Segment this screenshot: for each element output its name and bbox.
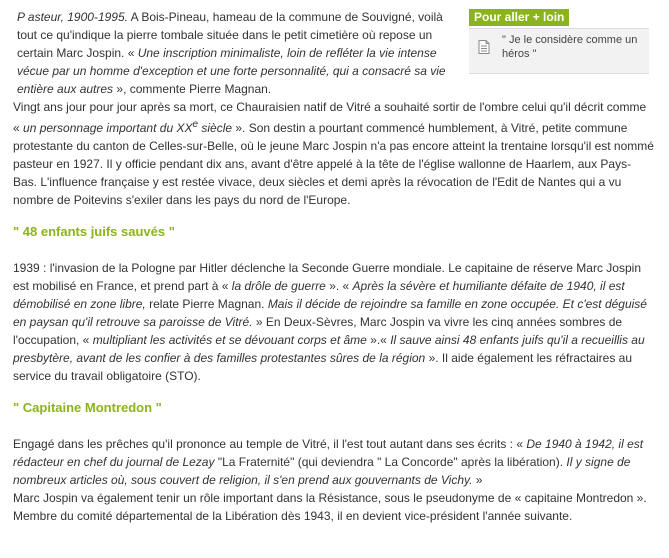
- writings-text-3: »: [472, 473, 483, 487]
- paragraph-background: [13, 98, 655, 209]
- bg-text-2: ». Son destin a pourtant commencé humblement, à Vitré, petite commune protestante du canton de Celles-sur-Belle, où le jeune Marc Jospin n'a pas encore atteint la trentaine lorsqu'il est nommé pasteur en 1927. Il y officie pendant dix ans, avant d'être appelé à la tête de l'église wallonne de Haarlem, aux Pays-Bas. L'influence française y est restée vivace, deux siècles et demi après la révocation de l'Edit de Nantes qui a vu nombre de Poitevins s'exiler dans les pays du nord de l'Europe.: [13, 121, 654, 207]
- subheading-48-enfants: " 48 enfants juifs sauvés ": [13, 224, 175, 239]
- writings-text-2: (qui deviendra " La Concorde" après la libération).: [294, 455, 567, 469]
- war-quote-5: Il sauve ainsi 48 enfants juifs qu'il a recueillis au presbytère, avant de les confier à des familles protestantes sûres de la région: [13, 333, 645, 365]
- intro-attribution: », commente Pierre Magnan.: [113, 82, 272, 96]
- war-text-2: ». «: [325, 279, 353, 293]
- paragraph-resistance: Marc Jospin va également tenir un rôle important dans la Résistance, sous le pseudonyme de « capitaine Montredon ». Membre du comité départemental de la Libération dès 1943, il en devient vice-président l'année suivante.: [13, 491, 647, 523]
- intro-quote: Une inscription minimaliste, loin de refléter la vie intense vécue par un homme d'exception et une forte personnalité, qui a consacré sa vie entière aux autres: [17, 46, 446, 96]
- paragraph-war: [13, 259, 655, 385]
- related-links-box: [469, 9, 649, 77]
- war-quote-4: multipliant les activités et se dévouant corps et âme: [92, 333, 367, 347]
- war-text-1: 1939 : l'invasion de la Pologne par Hitler déclenche la Seconde Guerre mondiale. Le capitaine de réserve Marc Jospin est mobilisé en France, et prend part à «: [13, 261, 641, 293]
- article-body: [13, 8, 655, 525]
- war-text-5: ».«: [366, 333, 391, 347]
- document-icon: [478, 40, 490, 54]
- paragraph-writings: [13, 435, 655, 489]
- bg-quote-sup: e: [192, 119, 199, 130]
- intro-text: A Bois-Pineau, hameau de la commune de Souvigné, voilà tout ce qu'indique la pierre tombale située dans le petit cimetière où repose un certain Marc Jospin. «: [17, 10, 443, 60]
- war-text-3: relate Pierre Magnan.: [145, 297, 268, 311]
- bg-quote-text: un personnage important du XX: [23, 121, 193, 135]
- bg-quote-end: siècle: [198, 121, 233, 135]
- subheading-capitaine-montredon: " Capitaine Montredon ": [13, 400, 162, 415]
- paragraph-intro: [13, 8, 465, 98]
- writings-journal-name: "La Fraternité": [217, 455, 295, 469]
- related-links-header: Pour aller + loin: [469, 9, 569, 26]
- war-quote-2: Après la sévère et humiliante défaite de 1940, il est démobilisé en zone libre,: [13, 279, 625, 311]
- writings-quote-2: Il y signe de nombreux articles où, sous couvert de religion, il s'en prend aux gouvernants de Vichy.: [13, 455, 631, 487]
- intro-dates: P asteur, 1900-1995.: [17, 10, 128, 24]
- war-quote-3: Mais il décide de rejoindre sa famille en zone occupée. Et c'est déguisé en paysan qu'il retrouve sa paroisse de Vitré.: [13, 297, 647, 329]
- writings-quote-1: De 1940 à 1942, il est rédacteur en chef du journal de Lezay: [13, 437, 644, 469]
- related-link-item[interactable]: [469, 28, 649, 74]
- war-text-6: ». Il aide également les réfractaires au service du travail obligatoire (STO).: [13, 351, 633, 383]
- related-link-text[interactable]: " Je le considère comme un héros ": [502, 34, 638, 60]
- bg-quote: [23, 121, 232, 135]
- bg-text-1: Vingt ans jour pour jour après sa mort, ce Chauraisien natif de Vitré a souhaité sortir de l'ombre celui qu'il décrit comme «: [13, 100, 647, 135]
- war-quote-1: la drôle de guerre: [231, 279, 326, 293]
- war-text-4: » En Deux-Sèvres, Marc Jospin va vivre les cinq années sombres de l'occupation, «: [13, 315, 623, 347]
- writings-text-1: Engagé dans les prêches qu'il prononce au temple de Vitré, il l'est tout autant dans ses écrits : «: [13, 437, 527, 451]
